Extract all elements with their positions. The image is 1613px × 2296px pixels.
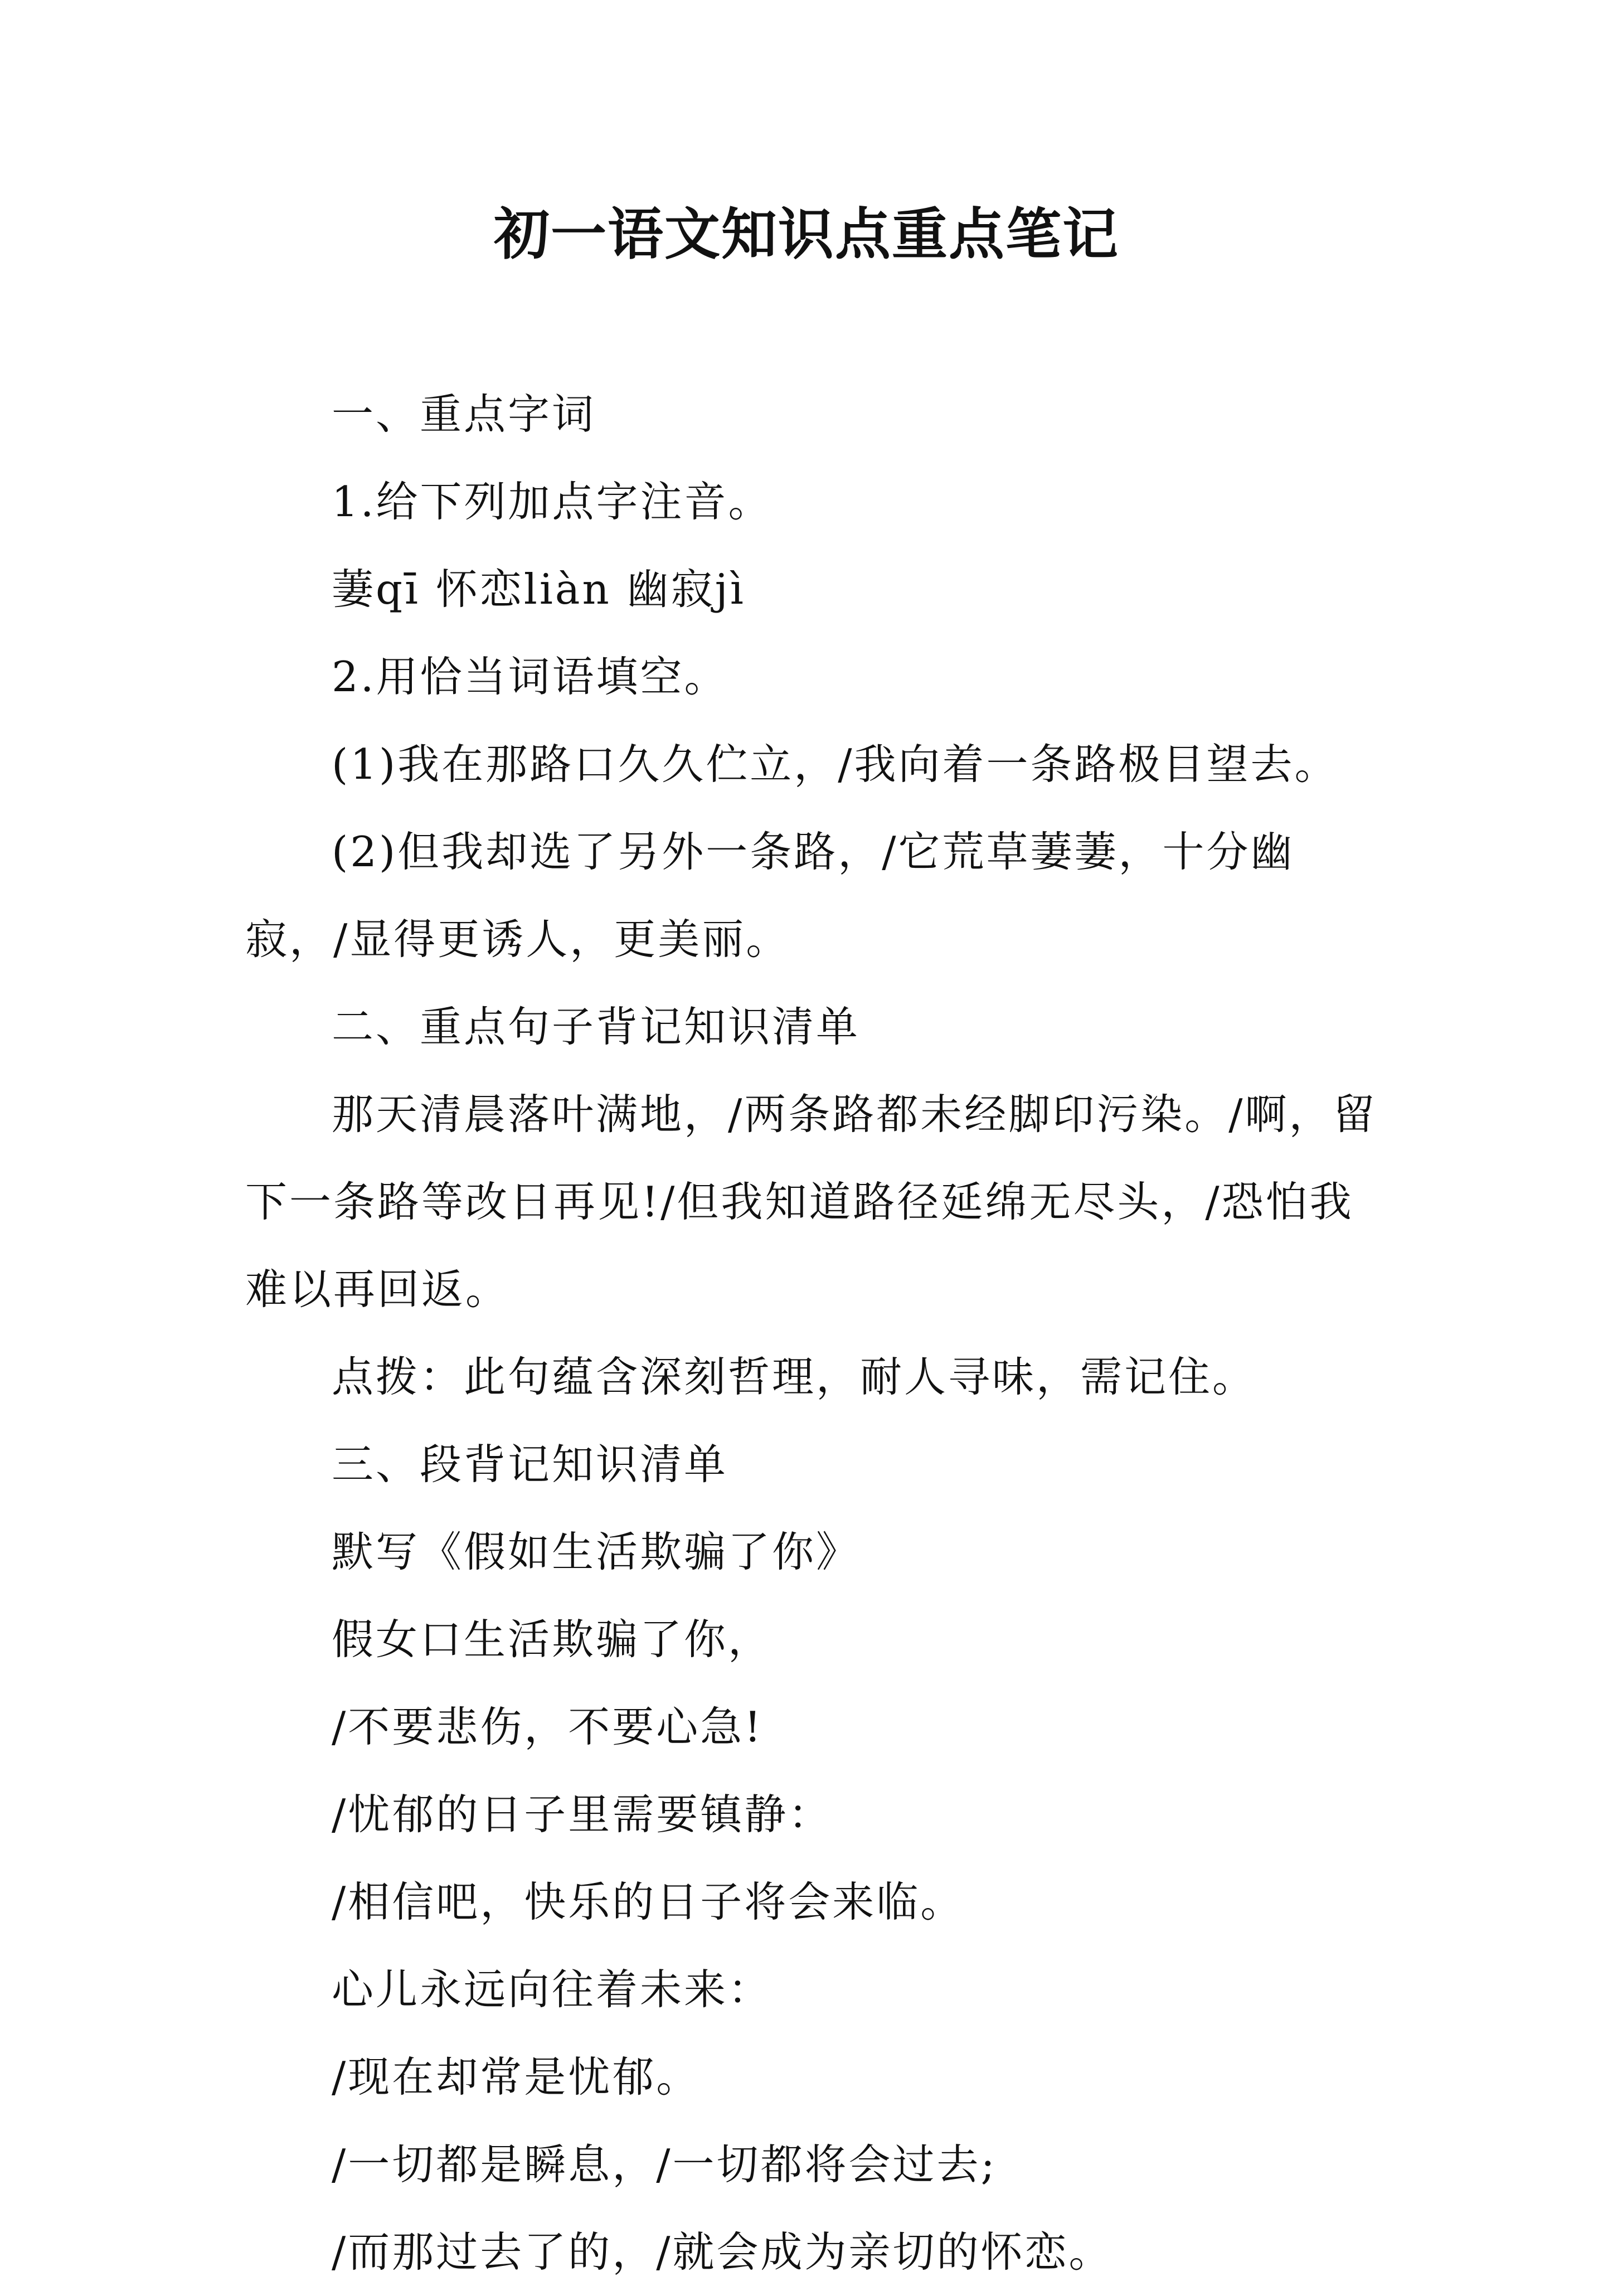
poem-line: /相信吧，快乐的日子将会来临。 [332, 1877, 965, 1926]
pinyin-line: 萋qī 怀恋liàn 幽寂jì [332, 565, 746, 614]
key-sentence-paragraph: 那天清晨落叶满地，/两条路都未经脚印污染。/啊，留下一条路等改日再见!/但我知道路径延绵无尽头，/恐怕我难以再回返。 [245, 1090, 1377, 1314]
fill-blank-item-1: (1)我在那路口久久伫立，/我向着一条路极目望去。 [332, 740, 1339, 789]
poem-line: 假女口生活欺骗了你， [332, 1615, 773, 1664]
section-heading-key-sentences: 二、重点句子背记知识清单 [332, 1002, 861, 1051]
question-1: 1.给下列加点字注音。 [332, 477, 773, 526]
tip-paragraph: 点拨：此句蕴含深刻哲理，耐人寻味，需记住。 [332, 1352, 1257, 1401]
poem-line: 心儿永远向往着未来： [332, 1965, 773, 2014]
document-body [245, 371, 1396, 2296]
section-heading-key-words: 一、重点字词 [332, 390, 596, 439]
poem-line: /现在却常是忧郁。 [332, 2052, 701, 2101]
question-2: 2.用恰当词语填空。 [332, 652, 728, 701]
poem-line: /一切都是瞬息，/一切都将会过去; [332, 2140, 997, 2189]
poem-line: /忧郁的日子里需要镇静： [332, 1790, 833, 1839]
poem-line: /而那过去了的，/就会成为亲切的怀恋。 [332, 2227, 1113, 2276]
section-heading-paragraph-recitation: 三、段背记知识清单 [332, 1440, 728, 1489]
poem-title-line: 默写《假如生活欺骗了你》 [332, 1527, 861, 1576]
document-title: 初一语文知识点重点笔记 [494, 201, 1119, 267]
fill-blank-item-2: (2)但我却选了另外一条路，/它荒草萋萋，十分幽寂，/显得更诱人，更美丽。 [245, 827, 1295, 964]
poem-line: /不要悲伤，不要心急! [332, 1702, 764, 1751]
